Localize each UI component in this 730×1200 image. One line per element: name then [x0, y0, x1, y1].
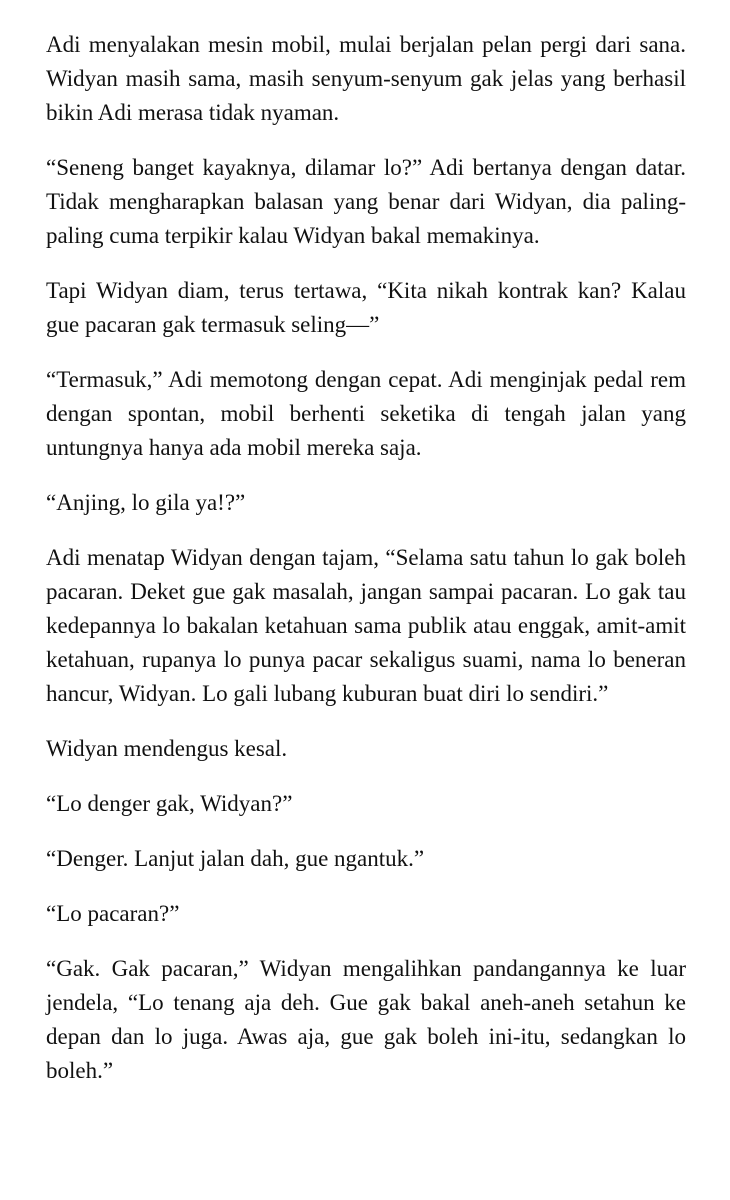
paragraph-10: “Lo pacaran?” [46, 901, 180, 926]
paragraph-5: “Anjing, lo gila ya!?” [46, 490, 246, 515]
paragraph-3: Tapi Widyan diam, terus tertawa, “Kita nikah kontrak kan? Kalau gue pacaran gak termasuk seling—” [46, 278, 686, 337]
paragraph-6: Adi menatap Widyan dengan tajam, “Selama satu tahun lo gak boleh pacaran. Deket gue gak masalah, jangan sampai pacaran. Lo gak tau kedepannya lo bakalan ketahuan sama publik atau enggak, amit-amit ketahuan, rupanya lo punya pacar sekaligus suami, nama lo beneran hancur, Widyan. Lo gali lubang kuburan buat diri lo sendiri.” [46, 545, 686, 706]
paragraph-8: “Lo denger gak, Widyan?” [46, 791, 293, 816]
paragraph-9: “Denger. Lanjut jalan dah, gue ngantuk.” [46, 846, 425, 871]
paragraph-7: Widyan mendengus kesal. [46, 736, 288, 761]
paragraph-1: Adi menyalakan mesin mobil, mulai berjalan pelan pergi dari sana. Widyan masih sama, masih senyum-senyum gak jelas yang berhasil bikin Adi merasa tidak nyaman. [46, 32, 686, 125]
paragraph-4: “Termasuk,” Adi memotong dengan cepat. Adi menginjak pedal rem dengan spontan, mobil berhenti seketika di tengah jalan yang untungnya hanya ada mobil mereka saja. [46, 367, 686, 460]
paragraph-2: “Seneng banget kayaknya, dilamar lo?” Adi bertanya dengan datar. Tidak mengharapkan balasan yang benar dari Widyan, dia paling-paling cuma terpikir kalau Widyan bakal memakinya. [46, 155, 686, 248]
paragraph-11: “Gak. Gak pacaran,” Widyan mengalihkan pandangannya ke luar jendela, “Lo tenang aja deh. Gue gak bakal aneh-aneh setahun ke depan dan lo juga. Awas aja, gue gak boleh ini-itu, sedangkan lo boleh.” [46, 956, 686, 1083]
